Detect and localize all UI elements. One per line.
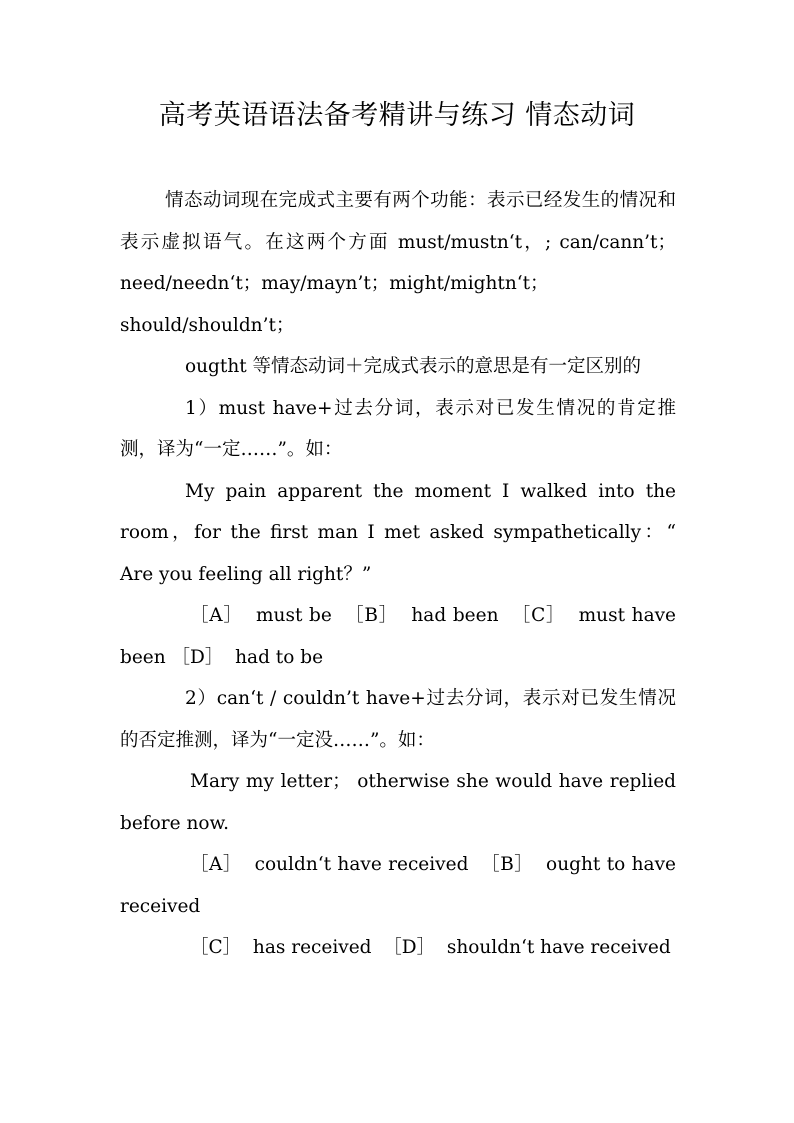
example-2-options-ab: ［A］ couldn‘t have received ［B］ ought to have received xyxy=(120,854,682,917)
rule-1-paragraph: 1）must have+过去分词，表示对已发生情况的肯定推测，译为“一定……”。如： xyxy=(120,397,676,460)
page-title: 高考英语语法备考精讲与练习 情态动词 xyxy=(158,100,636,131)
intro-continuation: ougtht 等情态动词＋完成式表示的意思是有一定区别的 xyxy=(185,356,642,377)
example-1-options: ［A］ must be ［B］ had been ［C］ must have been ［D］ had to be xyxy=(120,605,682,668)
example-1-question: My pain apparent the moment I walked into the room，for the first man I met asked sympathetically：“ Are you feeling all right？” xyxy=(120,480,676,585)
document-body xyxy=(120,180,682,969)
example-2-question: Mary my letter； otherwise she would have replied before now. xyxy=(120,771,676,834)
example-2-options-cd: ［C］ has received ［D］ shouldn‘t have received xyxy=(190,937,671,958)
intro-paragraph: 情态动词现在完成式主要有两个功能：表示已经发生的情况和表示虚拟语气。在这两个方面 must/mustn‘t，; can/cann’t；need/needn‘t；may/mayn’t；might/mightn‘t；should/shouldn’t； xyxy=(120,190,676,336)
rule-2-paragraph: 2）can‘t / couldn’t have+过去分词，表示对已发生情况的否定推测，译为“一定没……”。如： xyxy=(120,688,676,751)
